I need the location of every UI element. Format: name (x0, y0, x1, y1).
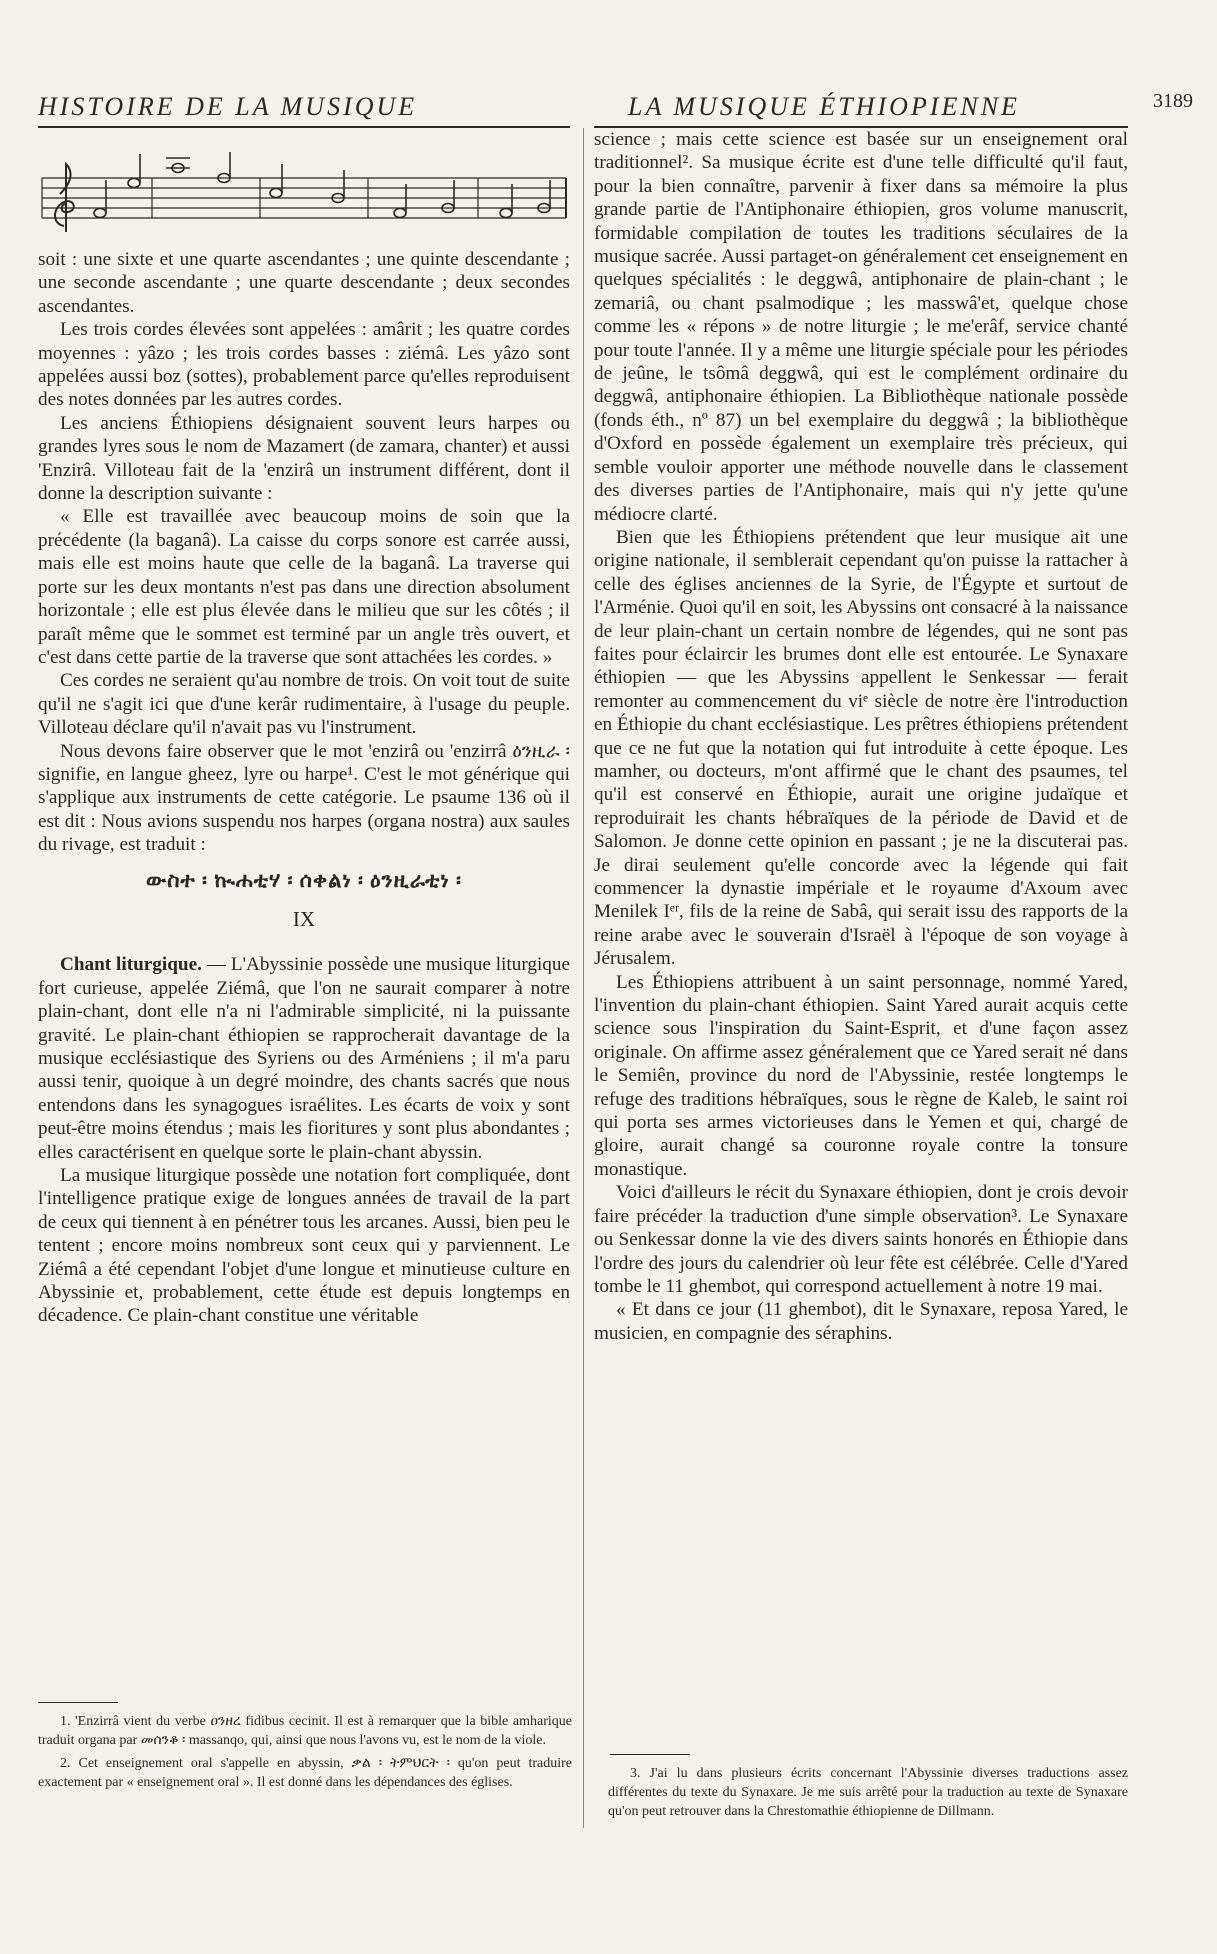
right-column (594, 128, 1128, 1345)
paragraph: Les anciens Éthiopiens désignaient souvent leurs harpes ou grandes lyres sous le nom de Mazamert (de zamara, chanter) et aussi 'Enzirâ. Villoteau fait de la 'enzirâ un instrument différent, dont il donne la description suivante : (38, 412, 570, 505)
header-rule-left (38, 126, 570, 128)
footnote: 2. Cet enseignement oral s'appelle en abyssin, ቃል ፡ ትምህርት ፡ qu'on peut traduire exactement par « enseignement oral ». Il est donné dans les dépendances des églises. (38, 1756, 572, 1790)
paragraph: Voici d'ailleurs le récit du Synaxare éthiopien, dont je crois devoir faire précéder la traduction d'une simple observation³. Le Synaxare ou Senkessar donne la vie des divers saints honorés en Éthiopie dans l'ordre des jours du calendrier où leur fête est célébrée. Celle d'Yared tombe le 11 ghembot, qui correspond actuellement à notre 19 mai. (594, 1182, 1128, 1297)
geez-psalm-line: ውስተ ፡ ኲሐቲሃ ፡ ሰቀልነ ፡ ዕንዚራቲነ ፡ (146, 867, 462, 892)
paragraph: — L'Abyssinie possède une musique liturgique fort curieuse, appelée Ziémâ, que l'on ne saurait comparer à notre plain-chant, dont elle n'a ni l'admirable simplicité, ni la puissante gravité. Le plain-chant éthiopien se rapprocherait davantage de la musique ecclésiastique des Syriens ou des Arméniens ; il m'a paru aussi tenir, quoique à un degré moindre, des chants sacrés que nous entendons dans les synagogues israélites. Les écarts de voix y sont peut-être moins étendus ; mais les fioritures y sont plus abondantes ; elles caractérisent en quelque sorte le plain-chant abyssin. (38, 954, 570, 1163)
paragraph: « Et dans ce jour (11 ghembot), dit le Synaxare, reposa Yared, le musicien, en compagnie des séraphins. (594, 1299, 1128, 1344)
paragraph: Ces cordes ne seraient qu'au nombre de trois. On voit tout de suite qu'il ne s'agit ici que d'une kerâr rudimentaire, à l'usage du peuple. Villoteau déclare qu'il n'avait pas vu l'instrument. (38, 670, 570, 739)
section-number: IX (292, 906, 316, 931)
footnote-rule-left (38, 1702, 118, 1703)
page-number: 3189 (1153, 90, 1193, 112)
paragraph: Bien que les Éthiopiens prétendent que leur musique ait une origine nationale, il semblerait cependant qu'on puisse la rattacher à celle des églises anciennes de la Syrie, de l'Égypte et surtout de l'Arménie. Quoi qu'il en soit, les Abyssins ont consacré à la naissance de leur plain-chant un certain nombre de légendes, qui ne sont pas faites pour éclaircir les brumes dont elle est entourée. Le Synaxare éthiopien — que les Abyssins appellent le Senkessar — ferait remonter au commencement du viᵉ siècle de notre ère l'introduction en Éthiopie du chant ecclésiastique. Les prêtres éthiopiens prétendent que ce ne fut que la notation qui fut introduite à cette époque. Les mamher, ou docteurs, m'ont affirmé que le chant des psaumes, tel qu'il est conservé en Éthiopie, aurait une origine judaïque et reproduirait les chants hébraïques de la période de David et de Salomon. Je donne cette opinion en passant ; je ne la discuterai pas. Je dirai seulement qu'elle concorde avec la légende qui fait commencer la dynastie impériale et le royaume d'Axoum avec Menilek Iᵉʳ, fils de la reine de Sabâ, qui serait issu des rapports de la reine arabe avec le souverain d'Israël à l'époque de son voyage à Jérusalem. (594, 526, 1128, 970)
footnotes-right (608, 1764, 1128, 1825)
footnotes-left (38, 1712, 572, 1796)
column-divider (583, 128, 584, 1828)
paragraph: Nous devons faire observer que le mot 'enzirâ ou 'enzirrâ ዕንዚራ ፡ signifie, en langue gheez, lyre ou harpe¹. C'est le mot générique qui s'applique aux instruments de cette catégorie. Le psaume 136 où il est dit : Nous avions suspendu nos harpes (organa nostra) aux saules du rivage, est traduit : (38, 740, 570, 856)
running-head-right: LA MUSIQUE ÉTHIOPIENNE (628, 92, 1020, 121)
paragraph: science ; mais cette science est basée sur un enseignement oral traditionnel². Sa musique écrite est d'une telle difficulté qu'il faut, pour la bien connaître, parvenir à fixer dans sa mémoire la plus grande partie de l'Antiphonaire éthiopien, gros volume manuscrit, formidable compilation de toutes les traditions séculaires de la musique sacrée. Aussi partaget-on généralement cet enseignement en quelques spécialités : le deggwâ, antiphonaire de plain-chant ; le zemariâ, ou chant psalmodique ; les masswâ'et, quelque chose comme les « répons » de notre liturgie ; le me'erâf, service chanté pour toute l'année. Il y a même une liturgie spéciale pour les périodes de jeûne, le tsômâ deggwâ, qui est le complément ordinaire du deggwâ, antiphonaire éthiopien. La Bibliothèque nationale possède (fonds éth., nº 87) un bel exemplaire du deggwâ ; la bibliothèque d'Oxford en possède également un exemplaire très précieux, qui semble vouloir apporter une méthode nouvelle dans le classement des diverses parties de l'Antiphonaire, mais qui n'y jette qu'une médiocre clarté. (594, 129, 1128, 525)
music-staff-figure (38, 150, 570, 240)
footnote: 3. J'ai lu dans plusieurs écrits concernant l'Abyssinie diverses traductions assez différentes du texte du Synaxare. Je me suis arrêté pour la traduction au texte de Synaxare qu'on peut retrouver dans la Chrestomathie éthiopienne de Dillmann. (608, 1766, 1128, 1819)
paragraph: soit : une sixte et une quarte ascendantes ; une quinte descendante ; une seconde ascendante ; une quarte descendante ; deux secondes ascendantes. (38, 249, 570, 317)
paragraph: Les trois cordes élevées sont appelées : amârit ; les quatre cordes moyennes : yâzo ; les trois cordes basses : ziémâ. Les yâzo sont appelées aussi boz (sottes), probablement parce qu'elles reproduisent des notes données par les autres cordes. (38, 319, 570, 411)
section-title: Chant liturgique. (60, 954, 202, 976)
footnote: 1. 'Enzirrâ vient du verbe ዐንዘረ fidibus cecinit. Il est à remarquer que la bible amharique traduit organa par መሰንቆ ፡ massanqo, qui, ainsi que nous l'avons vu, est le nom de la viole. (38, 1714, 572, 1748)
paragraph: La musique liturgique possède une notation fort compliquée, dont l'intelligence pratique exige de longues années de travail de la part de ceux qui tiennent à en pénétrer tous les arcanes. Aussi, bien peu le tentent ; encore moins nombreux sont ceux qui y parviennent. Le Ziémâ a été cependant l'objet d'une longue et minutieuse culture en Abyssinie et, probablement, cette étude est depuis longtemps en décadence. Ce plain-chant constitue une véritable (38, 1165, 570, 1327)
left-column (38, 248, 570, 1328)
running-head-left: HISTOIRE DE LA MUSIQUE (38, 92, 418, 121)
quotation: « Elle est travaillée avec beaucoup moins de soin que la précédente (la baganâ). La caisse du corps sonore est carrée aussi, mais elle est moins haute que celle de la baganâ. La traverse qui porte sur les deux montants n'est pas dans une direction absolument horizontale ; elle est plus élevée dans le milieu que sur les côtés ; il paraît même que le sommet est terminé par un angle très ouvert, et c'est dans cette partie de la traverse que sont attachées les cordes. » (38, 506, 570, 668)
footnote-rule-right (610, 1754, 690, 1755)
paragraph: Les Éthiopiens attribuent à un saint personnage, nommé Yared, l'invention du plain-chant éthiopien. Saint Yared aurait acquis cette science sous l'inspiration du Saint-Esprit, et d'une façon assez originale. On affirme assez généralement que ce Yared serait né dans le Semiên, province du nord de l'Abyssinie, restée longtemps le refuge des traditions hébraïques, sous le règne de Kaleb, le saint roi qui porta ses armes victorieuses dans le Yemen et qui, chargé de gloire, aurait changé sa couronne royale contre la tonsure monastique. (594, 971, 1128, 1180)
